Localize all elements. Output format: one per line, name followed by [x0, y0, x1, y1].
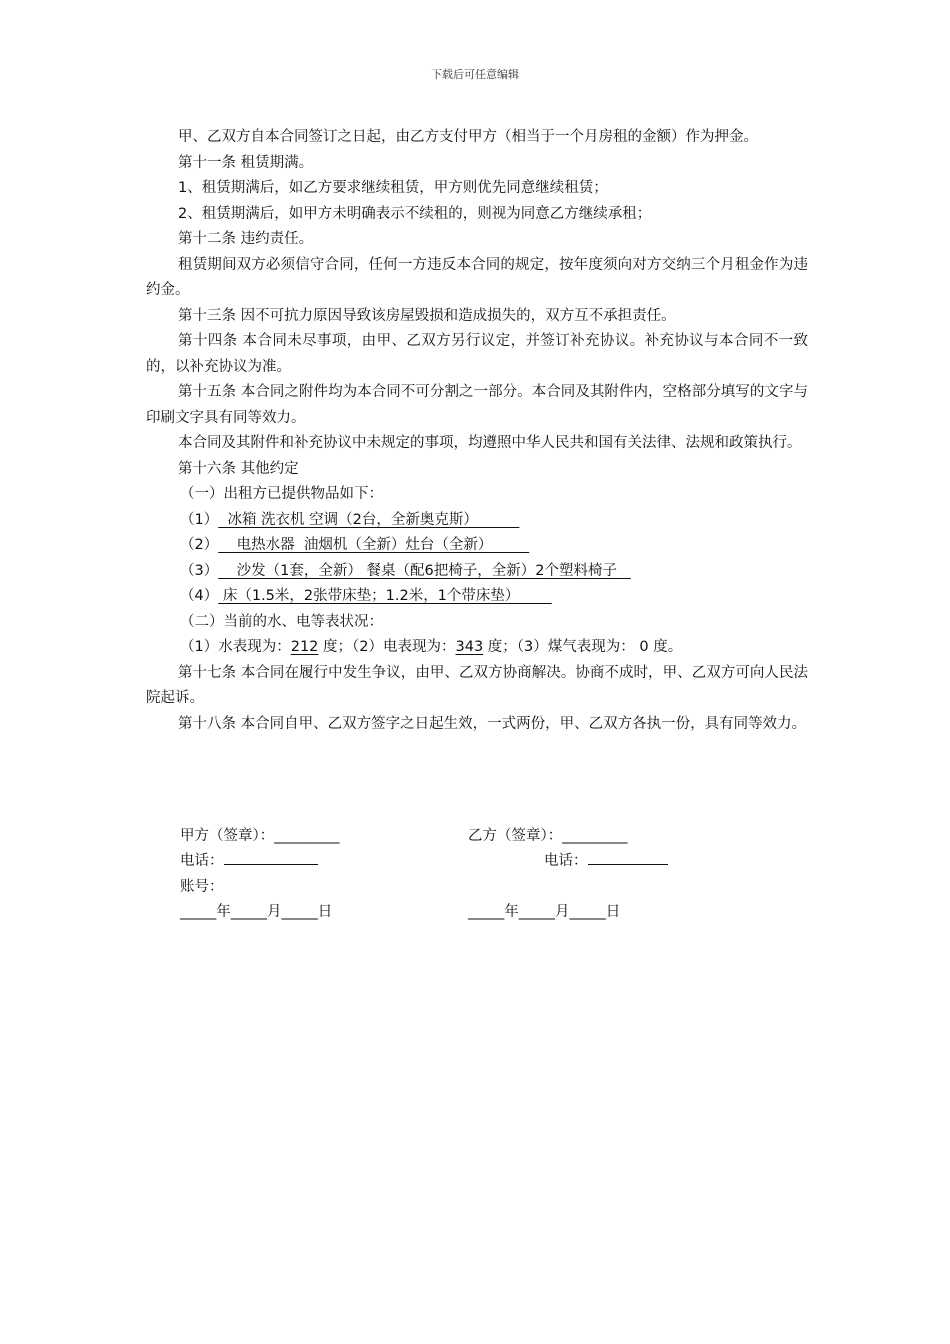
item-number: （2） — [180, 537, 219, 553]
party-b-date: _____年_____月_____日 — [468, 904, 621, 920]
account-row — [180, 875, 740, 896]
water-meter-value: 212 — [290, 639, 319, 655]
party-a-date: _____年_____月_____日 — [180, 904, 333, 920]
article-14: 第十四条 本合同未尽事项，由甲、乙双方另行议定，并签订补充协议。补充协议与本合同不一致的，以补充协议为准。 — [146, 333, 808, 375]
gas-meter-unit: 度。 — [653, 639, 683, 655]
party-a-phone-label: 电话： — [180, 853, 224, 869]
article-11-clause-2: 2、租赁期满后，如甲方未明确表示不续租的，则视为同意乙方继续承租； — [178, 205, 652, 222]
party-b-signature: 乙方（签章）：_________ — [468, 828, 628, 844]
item-text: 电热水器 油烟机（全新）灶台（全新） — [218, 537, 530, 553]
item-number: （1） — [180, 511, 219, 528]
contract-body — [146, 125, 808, 737]
water-meter-label: （1）水表现为： — [180, 639, 291, 655]
item-text: 沙发（1套，全新） 餐桌（配6把椅子，全新）2个塑料椅子 — [218, 562, 631, 579]
article-12-title: 第十二条 违约责任。 — [178, 231, 314, 247]
gas-meter-value: 0 — [634, 639, 654, 655]
item-text: 冰箱 洗衣机 空调（2台，全新奥克斯） — [218, 511, 520, 528]
article-11-clause-1: 1、租赁期满后，如乙方要求继续租赁，甲方则优先同意继续租赁； — [178, 180, 608, 196]
article-18: 第十八条 本合同自甲、乙双方签字之日起生效，一式两份，甲、乙双方各执一份，具有同等效力。 — [178, 715, 807, 732]
meter-status-heading: （二）当前的水、电等表状况： — [180, 613, 383, 630]
deposit-paragraph: 甲、乙双方自本合同签订之日起，由乙方支付甲方（相当于一个月房租的金额）作为押金。 — [178, 129, 758, 145]
meter-readings — [146, 635, 808, 661]
provided-item — [146, 559, 808, 585]
provided-items-heading: （一）出租方已提供物品如下： — [180, 486, 383, 502]
provided-item — [146, 584, 808, 610]
party-a-phone-blank — [224, 850, 318, 865]
article-15-supplement: 本合同及其附件和补充协议中未规定的事项，均遵照中华人民共和国有关法律、法规和政策执行。 — [178, 435, 802, 451]
item-text: 床（1.5米，2张带床垫；1.2米，1个带床垫） — [218, 588, 552, 604]
article-13: 第十三条 因不可抗力原因导致该房屋毁损和造成损失的，双方互不承担责任。 — [178, 307, 676, 324]
party-b-phone-label: 电话： — [544, 853, 588, 869]
date-row — [180, 900, 740, 921]
provided-item — [146, 533, 808, 559]
electric-meter-label: 度；（2）电表现为： — [318, 639, 456, 655]
account-label: 账号： — [180, 879, 224, 895]
phone-row — [180, 849, 740, 870]
item-number: （3） — [180, 562, 219, 579]
gas-meter-label: 度；（3）煤气表现为： — [483, 639, 635, 655]
article-11-title: 第十一条 租赁期满。 — [178, 154, 314, 171]
article-16-title: 第十六条 其他约定 — [178, 460, 299, 477]
item-number: （4） — [180, 588, 219, 604]
party-b-phone — [544, 849, 668, 870]
article-12-body: 租赁期间双方必须信守合同，任何一方违反本合同的规定，按年度须向对方交纳三个月租金作为违约金。 — [146, 256, 808, 298]
article-17: 第十七条 本合同在履行中发生争议，由甲、乙双方协商解决。协商不成时，甲、乙双方可向人民法院起诉。 — [146, 664, 808, 706]
signature-row — [180, 824, 740, 845]
electric-meter-value: 343 — [455, 639, 484, 655]
party-b-phone-blank — [588, 850, 668, 865]
page-header: 下载后可任意编辑 — [431, 68, 519, 81]
party-a-signature: 甲方（签章）：_________ — [180, 828, 340, 844]
article-15: 第十五条 本合同之附件均为本合同不可分割之一部分。本合同及其附件内，空格部分填写的文字与印刷文字具有同等效力。 — [146, 384, 808, 426]
provided-item — [146, 508, 808, 534]
